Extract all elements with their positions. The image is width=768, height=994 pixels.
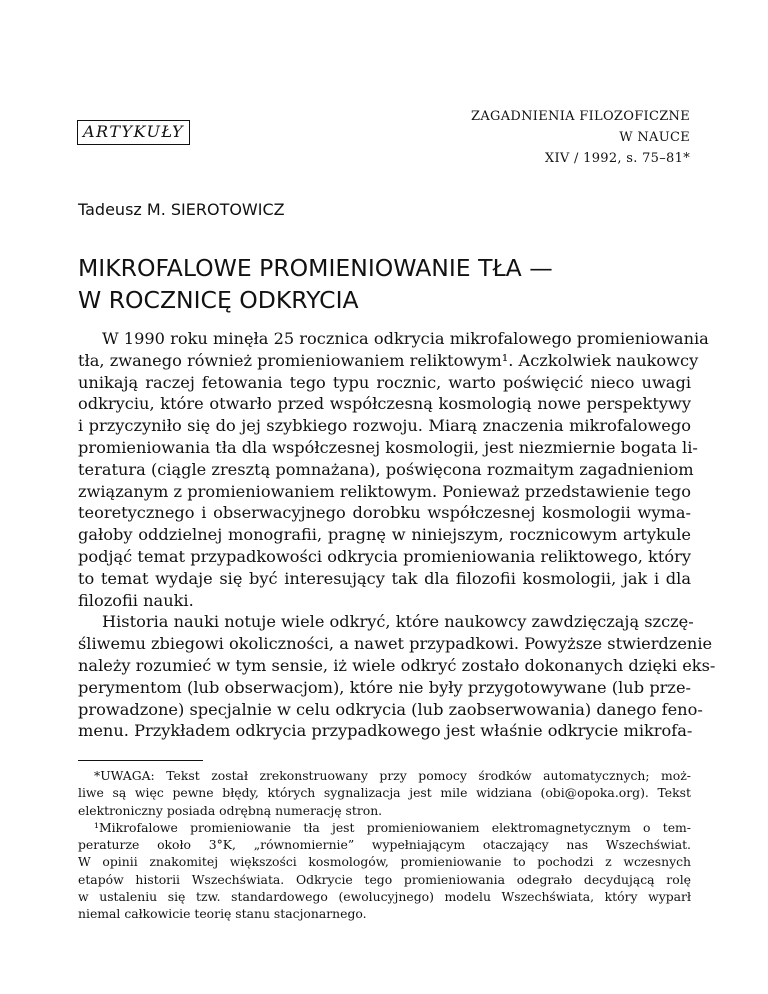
- footnote-divider: [78, 760, 203, 761]
- body-line: tła, zwanego również promieniowaniem reliktowym¹. Aczkolwiek naukowcy: [78, 350, 699, 370]
- body-line: perymentom (lub obserwacjom), które nie były przygotowywane (lub prze-: [78, 677, 691, 697]
- title-line-1: MIKROFALOWE PROMIENIOWANIE TŁA —: [78, 254, 553, 282]
- body-line: należy rozumieć w tym sensie, iż wiele odkryć zostało dokonanych dzięki eks-: [78, 655, 716, 675]
- footnote-line: ¹Mikrofalowe promieniowanie tła jest promieniowaniem elektromagnetycznym o tem-: [94, 819, 691, 835]
- body-line: gałoby oddzielnej monografii, pragnę w niniejszym, rocznicowym artykule: [78, 525, 691, 545]
- body-line: promieniowania tła dla współczesnej kosmologii, jest niezmiernie bogata li-: [78, 437, 698, 457]
- journal-header: [471, 106, 690, 169]
- body-line: związanym z promieniowaniem reliktowym. Ponieważ przedstawienie tego: [78, 481, 691, 501]
- journal-name: ZAGADNIENIA FILOZOFICZNE: [471, 109, 690, 124]
- body-line: prowadzone) specjalnie w celu odkrycia (lub zaobserwowania) danego feno-: [78, 699, 703, 719]
- body-line: menu. Przykładem odkrycia przypadkowego jest właśnie odkrycie mikrofa-: [78, 721, 693, 741]
- journal-subtitle: W NAUCE: [619, 130, 690, 145]
- body-line: Historia nauki notuje wiele odkryć, które naukowcy zawdzięczają szczę-: [102, 612, 694, 632]
- footnote-line: *UWAGA: Tekst został zrekonstruowany przy pomocy środków automatycznych; moż-: [94, 768, 691, 783]
- footnote-line: liwe są więc pewne błędy, których sygnalizacja jest mile widziana (obi@opoka.org). Tekst: [78, 785, 691, 801]
- footnote-line: niemal całkowicie teorię stanu stacjonarnego.: [78, 906, 367, 922]
- body-line: W 1990 roku minęła 25 rocznica odkrycia mikrofalowego promieniowania: [102, 329, 709, 348]
- body-line: to temat wydaje się być interesujący tak dla filozofii kosmologii, jak i dla: [78, 568, 691, 588]
- title-line-2: W ROCZNICĘ ODKRYCIA: [78, 286, 359, 314]
- footnote-line: etapów historii Wszechświata. Odkrycie tego promieniowania odegrało decydującą rolę: [78, 871, 691, 887]
- footnote-line: elektroniczny posiada odrębną numerację stron.: [78, 802, 383, 818]
- body-line: filozofii nauki.: [78, 590, 194, 610]
- body-line: podjąć temat przypadkowości odkrycia promieniowania reliktowego, który: [78, 546, 691, 566]
- journal-volume: XIV / 1992, s. 75–81*: [544, 151, 690, 166]
- article-body: [78, 328, 716, 742]
- body-line: odkryciu, które otwarło przed współczesną kosmologią nowe perspektywy: [78, 394, 691, 414]
- author-name: Tadeusz M. SIEROTOWICZ: [78, 200, 285, 219]
- footnote-line: W opinii znakomitej większości kosmologów, promieniowanie to pochodzi z wczesnych: [78, 854, 691, 870]
- body-line: teoretycznego i obserwacyjnego dorobku współczesnej kosmologii wyma-: [78, 503, 691, 523]
- body-line: unikają raczej fetowania tego typu rocznic, warto poświęcić nieco uwagi: [78, 372, 691, 392]
- body-line: teratura (ciągle zresztą pomnażana), poświęcona rozmaitym zagadnieniom: [78, 459, 694, 479]
- article-title: [78, 252, 553, 316]
- section-label: ARTYKUŁY: [77, 120, 190, 145]
- body-line: śliwemu zbiegowi okoliczności, a nawet przypadkowi. Powyższe stwierdzenie: [78, 634, 713, 654]
- body-line: i przyczyniło się do jej szybkiego rozwoju. Miarą znaczenia mikrofalowego: [78, 416, 691, 436]
- footnote-line: w ustaleniu się tzw. standardowego (ewolucyjnego) modelu Wszechświata, który wyparł: [78, 889, 691, 905]
- footnote-line: peraturze około 3°K, „równomiernie” wypełniającym otaczający nas Wszechświat.: [78, 837, 691, 853]
- footnotes: [78, 767, 691, 923]
